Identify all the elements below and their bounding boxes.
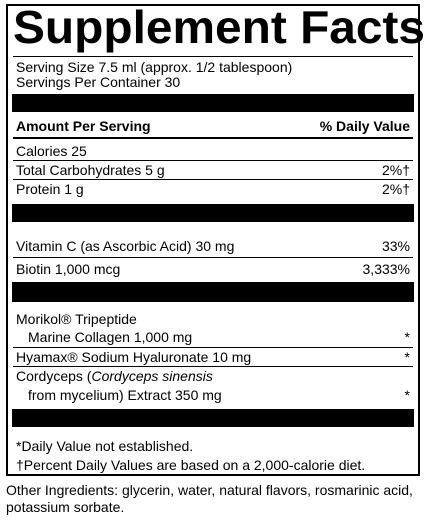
dv-hyamax: * xyxy=(404,349,410,365)
panel-title: Supplement Facts xyxy=(13,1,426,53)
dv-cordyceps: * xyxy=(404,387,410,403)
divider xyxy=(13,257,413,258)
row-cordyceps-line1: Cordyceps (Cordyceps sinensis xyxy=(16,368,213,384)
row-cordyceps-line2: from mycelium) Extract 350 mg xyxy=(28,387,222,403)
row-calories: Calories 25 xyxy=(16,143,87,159)
divider xyxy=(13,179,413,180)
dv-carbohydrates: 2%† xyxy=(381,162,410,178)
amount-header: Amount Per Serving xyxy=(16,118,151,134)
row-morikol-line1: Morikol® Tripeptide xyxy=(16,311,137,327)
row-protein: Protein 1 g xyxy=(16,181,84,197)
dv-vitamin-c: 33% xyxy=(381,238,410,254)
row-morikol-line2: Marine Collagen 1,000 mg xyxy=(28,329,193,345)
supplement-facts-panel xyxy=(6,1,426,476)
serving-size: Serving Size 7.5 ml (approx. 1/2 tablespoon) xyxy=(16,59,293,75)
divider xyxy=(13,137,413,139)
divider xyxy=(13,56,413,57)
dv-biotin: 3,333% xyxy=(362,261,410,277)
daily-value-header: % Daily Value xyxy=(319,118,410,134)
divider xyxy=(13,347,413,348)
dv-morikol: * xyxy=(404,329,410,345)
thick-bar xyxy=(12,204,414,222)
thick-bar xyxy=(12,409,414,427)
thick-bar xyxy=(12,282,414,302)
footnote-daily-value: *Daily Value not established. xyxy=(16,438,194,454)
row-biotin: Biotin 1,000 mcg xyxy=(16,261,121,277)
row-hyamax: Hyamax® Sodium Hyaluronate 10 mg xyxy=(16,349,252,365)
servings-per-container: Servings Per Container 30 xyxy=(16,74,181,90)
divider xyxy=(13,160,413,161)
row-carbohydrates: Total Carbohydrates 5 g xyxy=(16,162,165,178)
row-vitamin-c: Vitamin C (as Ascorbic Acid) 30 mg xyxy=(16,238,235,254)
divider xyxy=(13,366,413,367)
thick-bar xyxy=(12,94,414,112)
other-ingredients: Other Ingredients: glycerin, water, natural flavors, rosmarinic acid, potassium sorbate. xyxy=(6,482,413,515)
dv-protein: 2%† xyxy=(381,181,410,197)
footnote-percent-daily: †Percent Daily Values are based on a 2,000-calorie diet. xyxy=(16,457,366,473)
